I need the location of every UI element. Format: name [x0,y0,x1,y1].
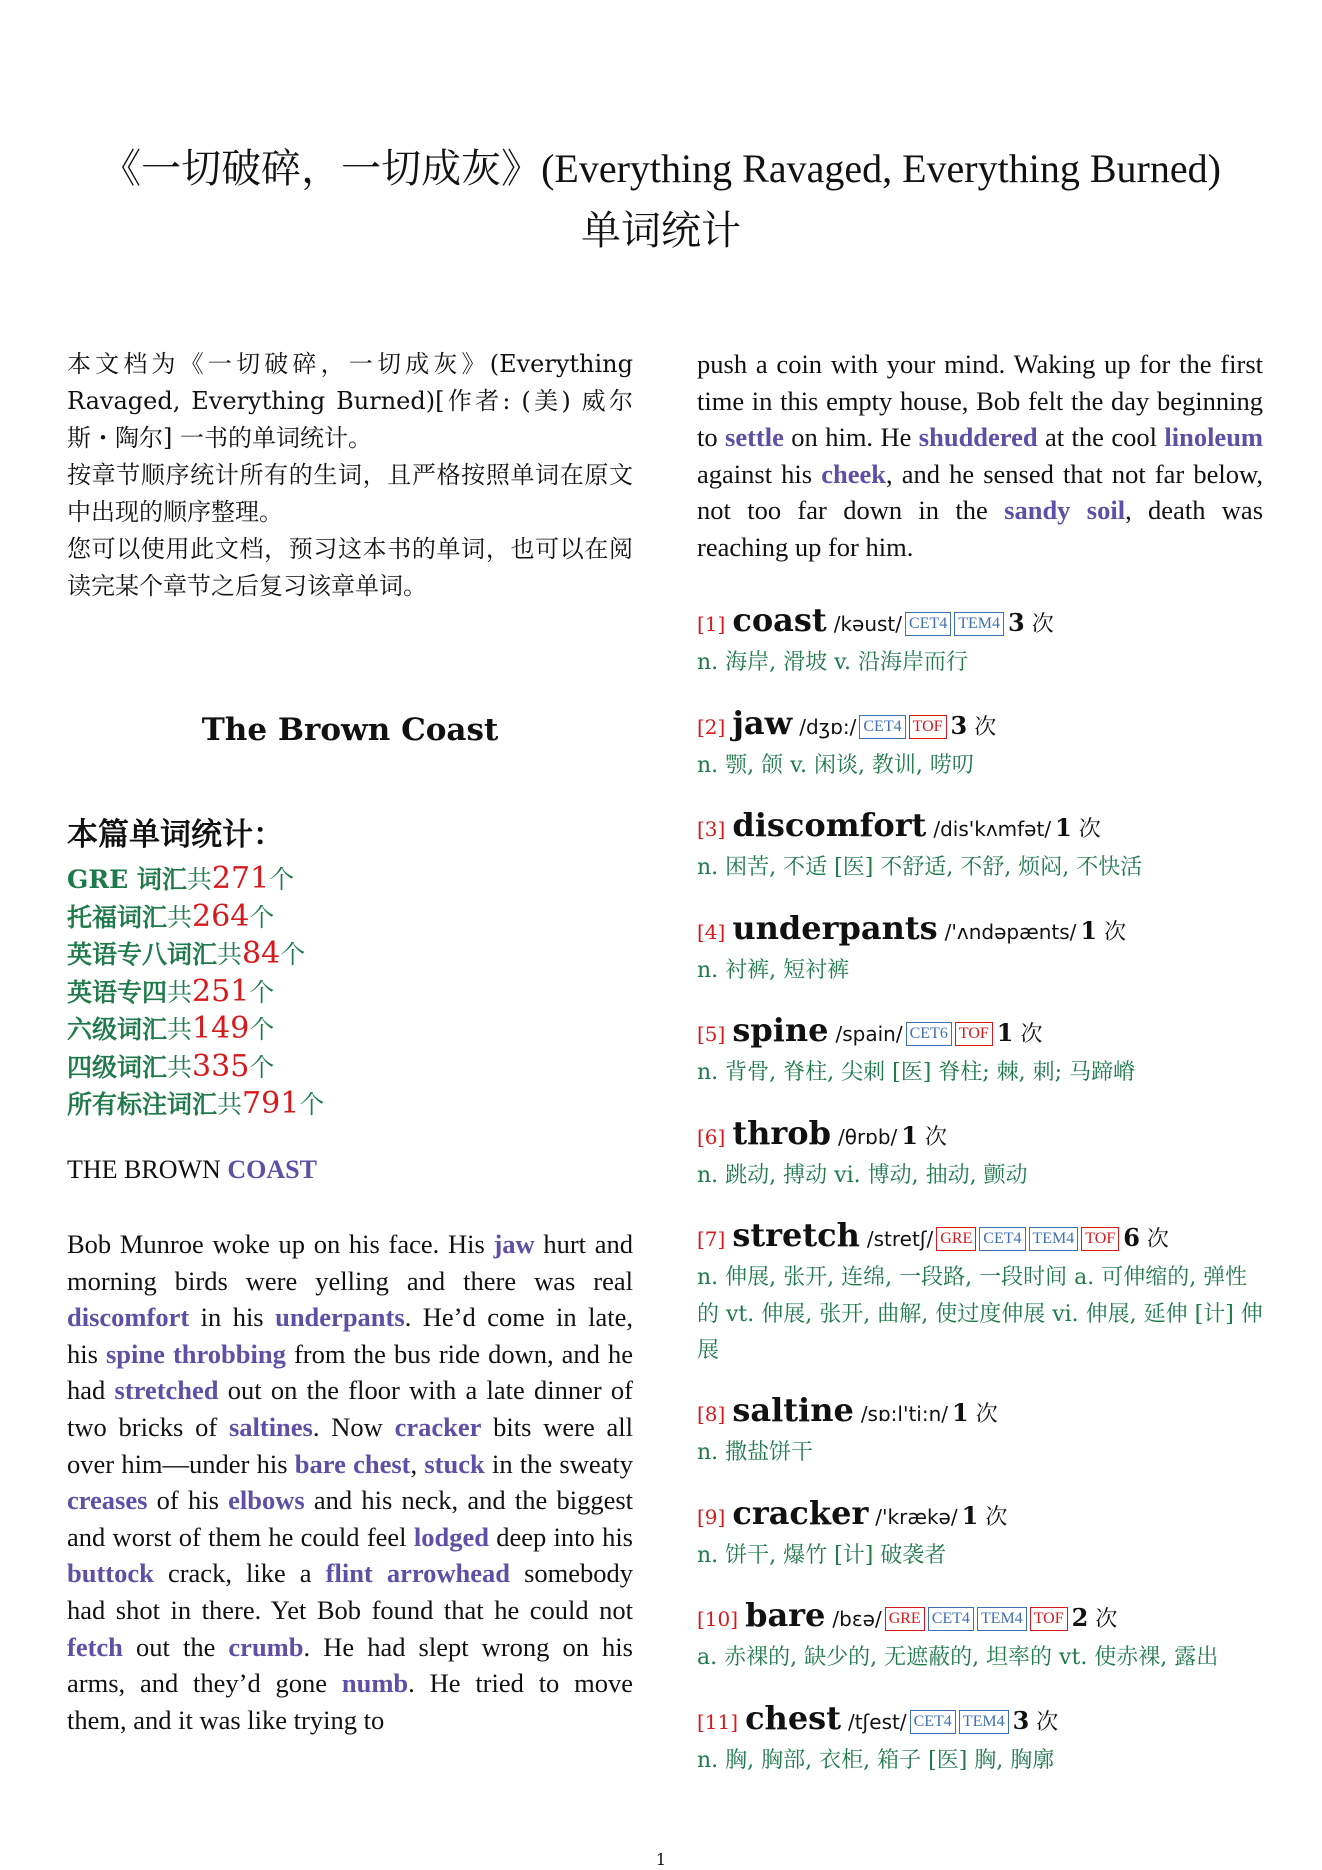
vocab-entry [697,600,1267,703]
story-segment: in his [189,1302,276,1333]
entry-phonetic: /stretʃ/ [866,1227,934,1251]
stat-label: 所有标注词汇 [67,1090,218,1119]
entry-definition: n. 胸, 胸部, 衣柜, 箱子 [医] 胸, 胸廓 [697,1747,1055,1773]
entry-word: coast [732,601,827,639]
story-segment: deep into his [488,1521,633,1552]
entry-index: [7] [697,1227,726,1251]
entry-definition: n. 伸展, 张开, 连绵, 一段路, 一段时间 a. 可伸缩的, 弹性的 vt. 伸展, 张开, 曲解, 使过度伸展 vi. 伸展, 延伸 [计] 伸展 [697,1265,1263,1363]
entry-frequency-unit: 次 [985,1504,1008,1530]
entry-frequency-unit: 次 [1104,919,1127,945]
vocab-entry [697,1493,1267,1596]
entry-frequency-unit: 次 [975,1402,998,1427]
entry-definition: n. 饼干, 爆竹 [计] 破袭者 [697,1542,947,1568]
entry-phonetic: /'ʌndəpænts/ [944,919,1077,944]
entry-frequency: 6 [1123,1223,1140,1252]
entry-definition: n. 困苦, 不适 [医] 不舒适, 不舒, 烦闷, 不快活 [697,855,1143,880]
stat-mid: 共 [186,865,212,894]
stat-mid: 共 [217,940,243,969]
exam-tag: CET4 [859,715,905,739]
exam-tag: CET4 [928,1607,974,1631]
stat-unit: 个 [280,940,306,969]
stat-unit: 个 [249,1015,275,1044]
entry-frequency: 1 [961,1500,979,1530]
vocab-highlight: settle [725,422,784,453]
entry-definition: n. 颚, 颌 v. 闲谈, 教训, 唠叨 [697,752,974,778]
entry-phonetic: /tʃest/ [847,1709,907,1734]
vocab-entry [697,1010,1267,1113]
story-segment: against his [697,458,822,489]
entry-index: [9] [697,1504,726,1529]
vocab-highlight: flint arrowhead [325,1558,510,1589]
entry-index: [5] [697,1022,726,1046]
title-line-1: 《一切破碎，一切成灰》(Everything Ravaged, Everything Burned) [101,146,1221,191]
entry-frequency: 1 [996,1018,1014,1047]
entry-frequency: 1 [952,1398,969,1427]
exam-tag: TEM4 [977,1607,1027,1631]
entry-definition: n. 背骨, 脊柱, 尖刺 [医] 脊柱; 棘, 刺; 马蹄嵴 [697,1060,1136,1085]
exam-tag: CET4 [979,1227,1025,1251]
entry-headline [697,1215,1267,1260]
entry-word: underpants [732,908,938,947]
stat-label: GRE 词汇 [67,865,187,894]
exam-tag: TEM4 [1029,1227,1079,1251]
vocab-entry [697,908,1267,1011]
story-segment: out the [122,1631,229,1662]
entry-frequency: 3 [1012,1705,1030,1735]
title-line-2: 单词统计 [581,208,741,253]
entry-frequency: 1 [1080,915,1098,945]
stat-row [67,1049,633,1087]
entry-frequency-unit: 次 [1146,1227,1169,1252]
story-segment: out on the floor with a late dinner of two bricks of [67,1375,633,1442]
entry-headline [697,1010,1267,1055]
entry-phonetic: /'krækə/ [875,1504,958,1529]
stat-row [67,974,633,1012]
entry-frequency: 2 [1071,1603,1089,1632]
entry-frequency-unit: 次 [1078,817,1101,842]
stat-count: 335 [192,1048,250,1084]
entry-headline [697,1113,1267,1158]
story-segment: at the cool [1037,422,1165,453]
exam-tag: TEM4 [954,612,1004,636]
entry-index: [3] [697,817,726,841]
story-segment: , and he sensed that not far below, not too far down in the [697,458,1263,526]
entry-phonetic: /dis'kʌmfət/ [933,817,1052,841]
entry-frequency: 1 [901,1120,918,1150]
story-segment: crack, like a [153,1558,326,1589]
stat-unit: 个 [269,865,295,894]
exam-tag: GRE [936,1227,976,1251]
intro-paragraph-2: 按章节顺序统计所有的生词，且严格按照单词在原文中出现的顺序整理。 [67,461,633,526]
entry-index: [11] [697,1709,739,1734]
story-title [67,1155,317,1185]
story-continuation [697,346,1263,566]
vocab-highlight: jaw [493,1229,535,1259]
entry-index: [8] [697,1402,726,1426]
story-title-keyword: COAST [227,1155,317,1184]
vocab-highlight: underpants [275,1302,405,1333]
document-title [60,138,1262,262]
vocab-highlight: crumb [228,1631,304,1662]
vocab-highlight: cracker [394,1411,482,1442]
stat-label: 英语专四 [67,977,168,1007]
entry-word: jaw [732,703,793,742]
stat-label: 英语专八词汇 [67,940,218,969]
story-segment: bits were all over him—under his [67,1411,634,1479]
vocab-highlight: buttock [67,1558,154,1589]
story-segment: . Now [312,1411,395,1442]
story-segment: , death was reaching up for him. [697,495,1264,562]
stat-mid: 共 [167,1015,193,1044]
entry-headline [697,703,1267,748]
vocab-highlight: lodged [413,1521,489,1552]
entry-index: [10] [697,1607,739,1631]
vocab-highlight: sandy soil [1004,495,1126,526]
word-stats [67,815,633,1124]
vocab-highlight: saltines [228,1411,313,1442]
entry-definition: n. 撒盐饼干 [697,1440,814,1465]
stat-row [67,936,633,974]
entry-headline [697,1390,1267,1435]
vocab-highlight: numb [341,1668,409,1699]
vocab-highlight: cheek [821,458,886,489]
vocab-highlight: elbows [228,1485,305,1516]
stats-rows [67,861,633,1124]
entry-word: discomfort [732,806,927,844]
entry-word: throb [732,1113,831,1152]
entry-headline [697,1595,1267,1640]
stat-row [67,1011,633,1049]
stat-row [67,1086,633,1124]
stat-label: 六级词汇 [67,1015,168,1044]
exam-tag: TOF [1081,1227,1119,1251]
vocab-highlight: bare chest [294,1448,411,1479]
entry-phonetic: /dʒɒ:/ [799,714,857,739]
vocabulary-list [697,600,1267,1800]
story-segment: on him. He [783,422,919,453]
vocab-entry [697,1215,1267,1390]
entry-frequency: 3 [950,710,968,740]
stat-mid: 共 [167,902,193,932]
entry-definition: n. 海岸, 滑坡 v. 沿海岸而行 [697,650,968,675]
stat-unit: 个 [299,1090,325,1119]
entry-headline [697,908,1267,953]
vocab-entry [697,1113,1267,1216]
entry-word: spine [732,1011,829,1049]
vocab-entry [697,805,1267,908]
entry-headline [697,1493,1267,1538]
exam-tag: GRE [885,1607,925,1631]
chapter-heading: The Brown Coast [201,712,499,748]
entry-frequency: 1 [1055,813,1072,842]
entry-definition: n. 跳动, 搏动 vi. 博动, 抽动, 颤动 [697,1162,1028,1188]
vocab-entry [697,1698,1267,1801]
entry-word: cracker [732,1493,869,1532]
vocab-highlight: stuck [424,1448,485,1479]
page-number: 1 [655,1850,667,1869]
entry-index: [2] [697,714,726,739]
intro-paragraph-3: 您可以使用此文档，预习这本书的单词，也可以在阅读完某个章节之后复习该章单词。 [67,535,633,600]
entry-index: [6] [697,1124,726,1149]
vocab-highlight: spine throbbing [105,1338,286,1369]
stat-mid: 共 [217,1090,243,1119]
intro-paragraph-1: 本文档为《一切破碎，一切成灰》(Everything Ravaged, Everything Burned)[作者: (美) 威尔斯・陶尔] 一书的单词统计。 [67,350,633,452]
vocab-entry [697,703,1267,806]
story-title-text: THE BROWN [67,1155,228,1184]
entry-headline [697,600,1267,645]
entry-definition: a. 赤裸的, 缺少的, 无遮蔽的, 坦率的 vt. 使赤裸, 露出 [697,1645,1219,1670]
stat-unit: 个 [249,977,275,1007]
story-segment: . He had slept wrong on his arms, and they’d gone [67,1631,633,1699]
story-segment: in the sweaty [484,1448,634,1479]
story-text [67,1226,633,1738]
stat-count: 271 [211,861,270,896]
story-segment: and his neck, and the biggest and worst of them he could feel [67,1485,634,1552]
exam-tag: CET6 [906,1022,952,1046]
entry-definition: n. 衬裤, 短衬裤 [697,957,850,983]
entry-frequency-unit: 次 [1020,1022,1043,1047]
entry-index: [1] [697,612,726,636]
entry-phonetic: /kəust/ [833,612,903,636]
vocab-highlight: shuddered [918,422,1038,453]
story-segment: Bob Munroe woke up on his face. His [67,1229,494,1259]
stat-count: 251 [192,973,250,1009]
exam-tag: TEM4 [959,1710,1009,1734]
story-segment: of his [147,1485,229,1516]
entry-headline [697,805,1267,850]
vocab-entry [697,1390,1267,1493]
stat-row [67,861,633,899]
entry-word: chest [745,1698,841,1737]
entry-phonetic: /spain/ [835,1022,903,1046]
story-segment: . He’d come in late, his [67,1302,633,1369]
story-segment: hurt and morning birds were yelling and there was real [67,1229,633,1296]
entry-frequency-unit: 次 [1095,1607,1118,1632]
entry-word: stretch [732,1216,860,1254]
exam-tag: TOF [955,1022,993,1046]
stat-unit: 个 [249,1052,275,1082]
story-segment: somebody had shot in there. Yet Bob found that he could not [67,1558,633,1625]
stat-mid: 共 [167,977,193,1007]
vocab-highlight: creases [67,1485,148,1516]
exam-tag: CET4 [905,612,951,636]
entry-frequency-unit: 次 [1036,1709,1059,1735]
stat-label: 托福词汇 [67,902,168,932]
entry-index: [4] [697,919,726,944]
story-segment: , [410,1448,425,1479]
stat-count: 791 [242,1086,300,1121]
exam-tag: TOF [1030,1607,1068,1631]
vocab-highlight: discomfort [67,1302,190,1333]
stat-mid: 共 [167,1052,193,1082]
stat-count: 84 [242,936,281,971]
entry-phonetic: /sɒ:l'ti:n/ [860,1402,949,1426]
intro-section [67,346,633,605]
vocab-highlight: stretched [114,1375,219,1406]
stats-title: 本篇单词统计： [67,817,284,853]
exam-tag: CET4 [910,1710,956,1734]
entry-frequency-unit: 次 [974,714,997,740]
entry-frequency-unit: 次 [1031,612,1054,637]
story-segment: push a coin with your mind. Waking up for the first time in this empty house, Bob felt the day beginning to [697,349,1263,453]
entry-headline [697,1698,1267,1743]
entry-phonetic: /bɛə/ [832,1607,882,1631]
exam-tag: TOF [909,715,947,739]
stat-count: 149 [192,1011,250,1046]
entry-phonetic: /θrɒb/ [837,1124,898,1149]
story-segment: from the bus ride down, and he had [67,1338,633,1406]
entry-word: bare [745,1596,826,1634]
stat-count: 264 [192,898,250,934]
vocab-highlight: fetch [67,1631,123,1662]
vocab-entry [697,1595,1267,1698]
story-segment: . He tried to move them, and it was like trying to [67,1668,633,1735]
entry-frequency-unit: 次 [925,1124,948,1150]
entry-frequency: 3 [1008,608,1025,637]
stat-unit: 个 [249,902,275,932]
stat-row [67,899,633,937]
stat-label: 四级词汇 [67,1052,168,1082]
story-continuation-section [697,346,1263,566]
entry-word: saltine [732,1391,854,1429]
vocab-highlight: linoleum [1164,422,1264,453]
